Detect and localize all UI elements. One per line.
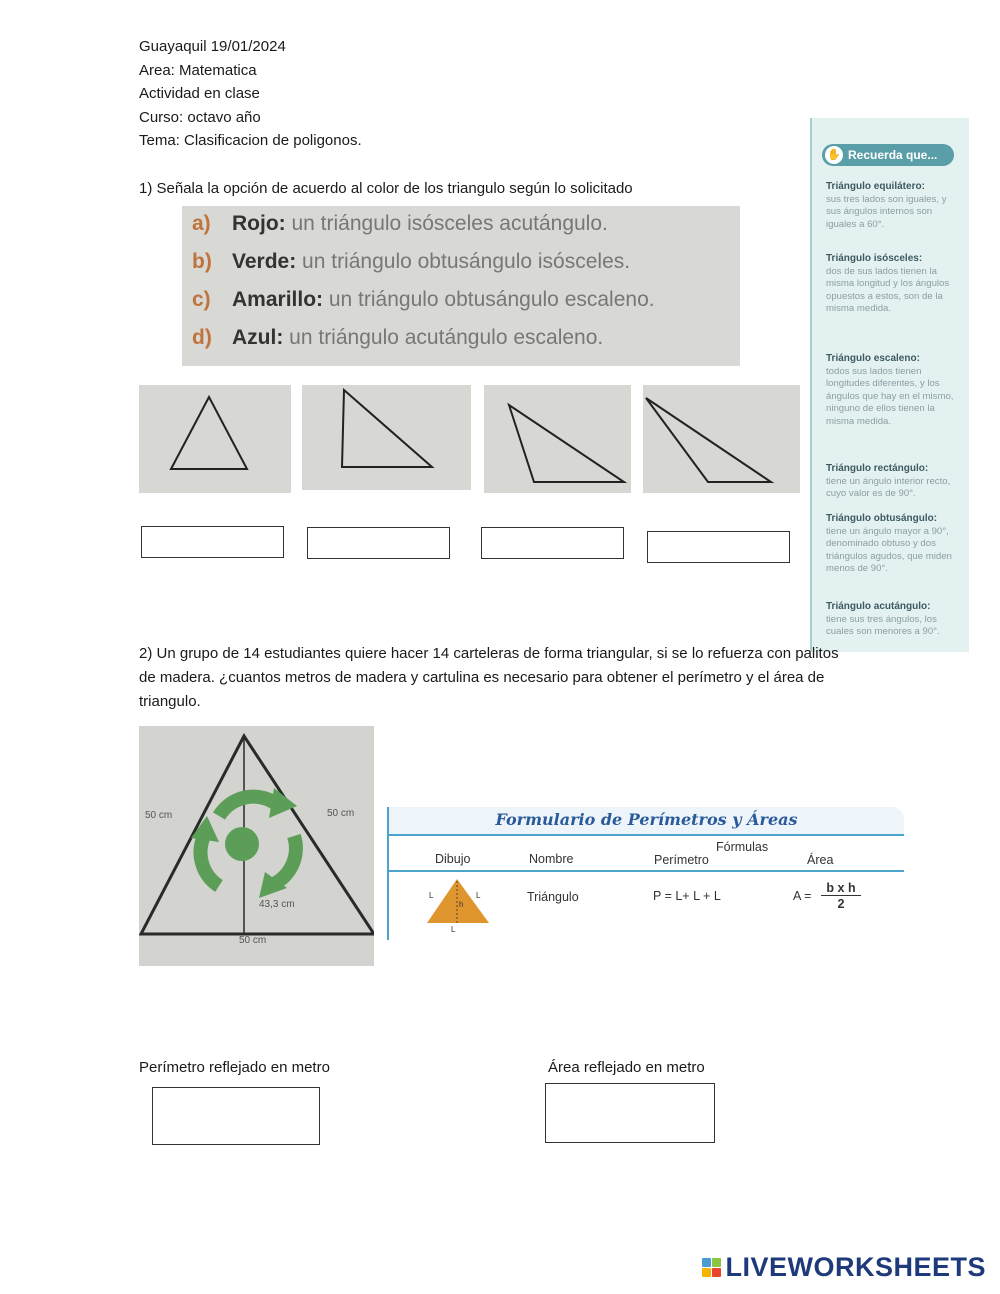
question-1-text: 1) Señala la opción de acuerdo al color de los triangulo según lo solicitado <box>139 180 633 197</box>
answer-box-1[interactable] <box>141 526 284 558</box>
formulario-divider-top <box>389 834 904 836</box>
triangle-4-drawing <box>643 385 800 493</box>
header-area: Area: Matematica <box>139 61 257 79</box>
draw-label-L1: L <box>429 891 434 900</box>
option-color-name: Azul: <box>232 326 284 349</box>
option-color-name: Rojo: <box>232 212 286 235</box>
draw-label-h: h <box>459 900 464 909</box>
option-letter: b) <box>192 250 212 273</box>
option-description: un triángulo isósceles acutángulo. <box>285 212 608 235</box>
option-color-name: Amarillo: <box>232 288 324 311</box>
triangle-photo-2 <box>302 385 471 490</box>
col-formulas: Fórmulas <box>716 840 769 854</box>
sidebar-term-escaleno <box>826 353 962 428</box>
option-color-name: Verde: <box>232 250 297 273</box>
option-a <box>192 212 608 236</box>
perimetro-answer-box[interactable] <box>152 1087 320 1145</box>
col-nombre: Nombre <box>529 852 574 866</box>
sidebar-term-obtusangulo <box>826 513 962 576</box>
answer-box-3[interactable] <box>481 527 624 559</box>
hand-icon: ✋ <box>825 146 843 164</box>
draw-label-L3: L <box>451 925 456 934</box>
sidebar-term-rectangulo <box>826 463 962 501</box>
options-photo <box>182 206 740 366</box>
row-area-numerator: b x h <box>821 881 861 896</box>
triangle-3-drawing <box>484 385 631 493</box>
option-b <box>192 250 630 274</box>
col-dibujo: Dibujo <box>435 852 471 866</box>
formulario-table <box>387 807 904 940</box>
header-activity: Actividad en clase <box>139 85 260 102</box>
col-perimetro: Perímetro <box>654 853 709 867</box>
side-right-label: 50 cm <box>327 808 355 819</box>
recycle-triangle-photo <box>139 726 374 966</box>
term-name: Triángulo escaleno: <box>826 353 920 364</box>
term-description: tiene un ángulo interior recto, cuyo valor es de 90°. <box>826 475 951 499</box>
header-topic: Tema: Clasificacion de poligonos. <box>139 132 362 149</box>
brand-text: LIVEWORKSHEETS <box>725 1252 986 1282</box>
formulario-title: Formulario de Perímetros y Áreas <box>495 810 798 829</box>
sidebar-title-text: Recuerda que... <box>848 148 938 162</box>
term-name: Triángulo equilátero: <box>826 181 925 192</box>
term-name: Triángulo isósceles: <box>826 253 923 264</box>
height-label: 43,3 cm <box>259 899 295 910</box>
option-letter: d) <box>192 326 212 349</box>
row-area-prefix: A = <box>793 889 812 903</box>
term-description: tiene un ángulo mayor a 90°, denominado obtuso y dos triángulos agudos, que miden menos de 90°. <box>826 525 952 574</box>
sidebar-term-acutangulo <box>826 601 962 639</box>
triangle-2-drawing <box>302 385 471 490</box>
col-area: Área <box>807 853 834 867</box>
triangle-photo-1 <box>139 385 291 493</box>
term-name: Triángulo obtusángulo: <box>826 513 938 524</box>
option-description: un triángulo acutángulo escaleno. <box>283 326 604 349</box>
draw-label-L2: L <box>476 891 481 900</box>
term-description: sus tres lados son iguales, y sus ángulos internos son iguales a 60°. <box>826 193 947 230</box>
formulario-divider-mid <box>389 870 904 872</box>
term-name: Triángulo acutángulo: <box>826 601 931 612</box>
row-area-denominator: 2 <box>837 897 845 911</box>
option-c <box>192 288 655 312</box>
side-left-label: 50 cm <box>145 810 173 821</box>
triangle-photo-4 <box>643 385 800 493</box>
triangle-photo-3 <box>484 385 631 493</box>
answer-box-4[interactable] <box>647 531 790 563</box>
option-description: un triángulo obtusángulo isósceles. <box>296 250 631 273</box>
recycle-triangle-drawing <box>139 726 374 966</box>
term-description: todos sus lados tienen longitudes diferentes, y los ángulos que hay en el mismo, ninguno de ellos tienen la misma medida. <box>826 365 954 427</box>
answer-box-2[interactable] <box>307 527 450 559</box>
sidebar-term-isosceles <box>826 253 962 316</box>
option-letter: c) <box>192 288 211 311</box>
row-perimetro: P = L+ L + L <box>653 889 721 903</box>
term-description: tiene sus tres ángulos, los cuales son menores a 90°. <box>826 613 940 637</box>
brand-logo-icon <box>702 1258 721 1277</box>
header-course: Curso: octavo año <box>139 108 261 126</box>
option-letter: a) <box>192 212 211 235</box>
sidebar-title <box>822 144 954 166</box>
row-nombre: Triángulo <box>527 890 579 904</box>
header-place-date: Guayaquil 19/01/2024 <box>139 38 286 55</box>
question-2-text: 2) Un grupo de 14 estudiantes quiere hacer 14 carteleras de forma triangular, si se lo refuerza con palitos de madera. ¿cuantos metros de madera y cartulina es necesario para obtener el perímetro y el área de triangulo. <box>139 645 839 710</box>
triangle-1-drawing <box>139 385 291 493</box>
reminder-sidebar <box>810 118 969 652</box>
orange-triangle-drawing <box>417 877 497 935</box>
option-description: un triángulo obtusángulo escaleno. <box>323 288 655 311</box>
area-answer-box[interactable] <box>545 1083 715 1143</box>
term-description: dos de sus lados tienen la misma longitud y los ángulos opuestos a estos, son de la misma medida. <box>826 265 950 314</box>
perimetro-label: Perímetro reflejado en metro <box>139 1059 330 1076</box>
sidebar-term-equilatero <box>826 181 962 231</box>
term-name: Triángulo rectángulo: <box>826 463 929 474</box>
liveworksheets-logo <box>702 1252 986 1283</box>
base-label: 50 cm <box>239 935 267 946</box>
option-d <box>192 326 603 350</box>
area-label: Área reflejado en metro <box>548 1059 705 1076</box>
